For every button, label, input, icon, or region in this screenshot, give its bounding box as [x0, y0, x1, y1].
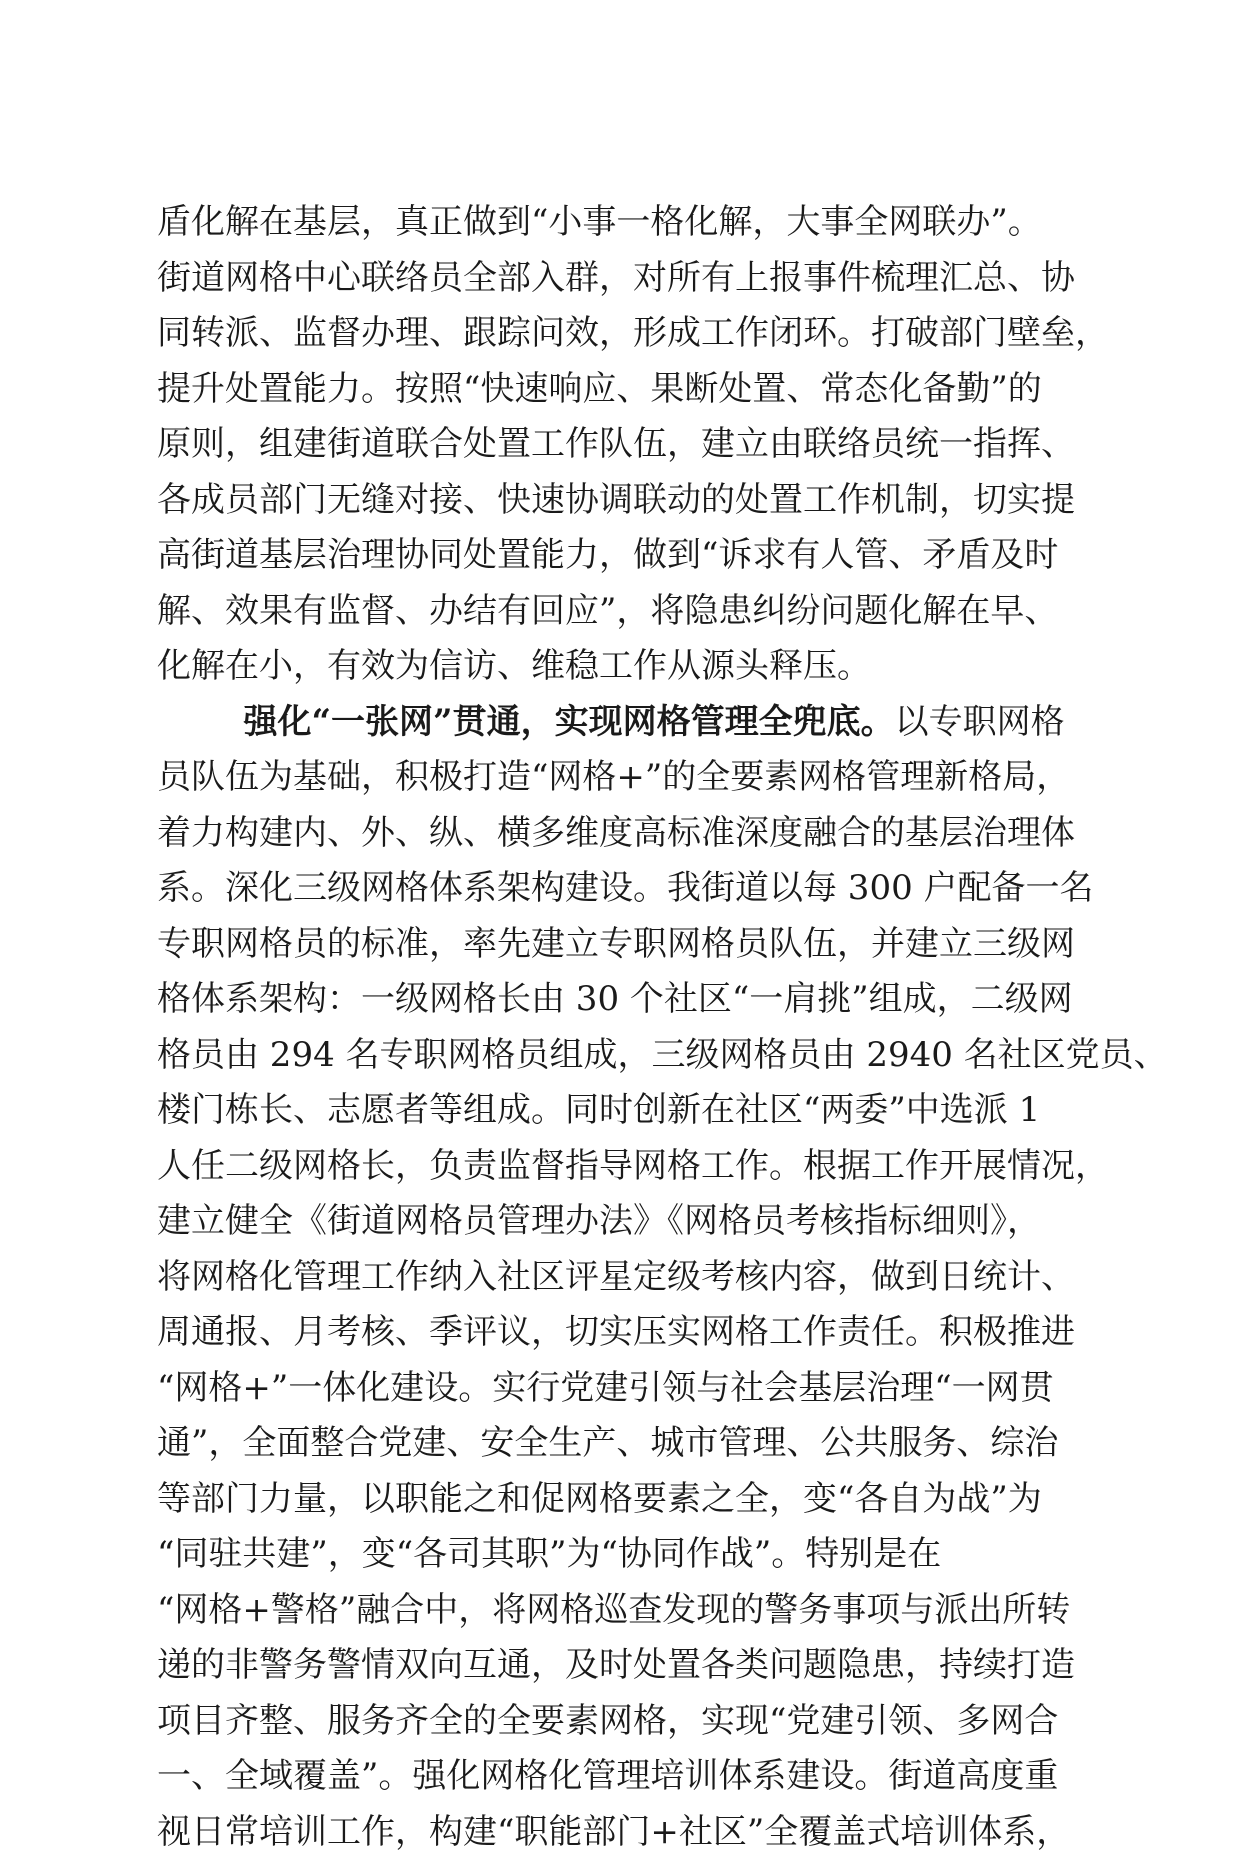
text-line-11: 员队伍为基础，积极打造“网格+”的全要素网格管理新格局，: [157, 750, 1097, 806]
body-text: [157, 195, 1097, 1860]
text-line-8: 解、效果有监督、办结有回应”，将隐患纠纷问题化解在早、: [157, 584, 1097, 640]
text-line-19: 建立健全《街道网格员管理办法》《网格员考核指标细则》，: [157, 1194, 1097, 1250]
text-line-22: “网格+”一体化建设。实行党建引领与社会基层治理“一网贯: [157, 1361, 1097, 1417]
text-line-27: 递的非警务警情双向互通，及时处置各类问题隐患，持续打造: [157, 1638, 1097, 1694]
text-line-21: 周通报、月考核、季评议，切实压实网格工作责任。积极推进: [157, 1305, 1097, 1361]
text-line-29: 一、全域覆盖”。强化网格化管理培训体系建设。街道高度重: [157, 1749, 1097, 1805]
text-line-26: “网格+警格”融合中，将网格巡查发现的警务事项与派出所转: [157, 1583, 1097, 1639]
text-line-20: 将网格化管理工作纳入社区评星定级考核内容，做到日统计、: [157, 1250, 1097, 1306]
text-line-16: 格员由 294 名专职网格员组成，三级网格员由 2940 名社区党员、: [157, 1028, 1097, 1084]
text-line-1: 盾化解在基层，真正做到“小事一格化解，大事全网联办”。: [157, 195, 1097, 251]
text-line-9: 化解在小，有效为信访、维稳工作从源头释压。: [157, 639, 1097, 695]
text-line-6: 各成员部门无缝对接、快速协调联动的处置工作机制，切实提: [157, 473, 1097, 529]
text-line-10-rest: 以专职网格: [895, 702, 1065, 742]
section-lead-heading: 强化“一张网”贯通，实现网格管理全兜底。: [243, 702, 894, 742]
text-line-7: 高街道基层治理协同处置能力，做到“诉求有人管、矛盾及时: [157, 528, 1097, 584]
text-line-15: 格体系架构：一级网格长由 30 个社区“一肩挑”组成，二级网: [157, 972, 1097, 1028]
text-line-14: 专职网格员的标准，率先建立专职网格员队伍，并建立三级网: [157, 917, 1097, 973]
text-line-23: 通”，全面整合党建、安全生产、城市管理、公共服务、综治: [157, 1416, 1097, 1472]
text-line-13: 系。深化三级网格体系架构建设。我街道以每 300 户配备一名: [157, 861, 1097, 917]
text-line-4: 提升处置能力。按照“快速响应、果断处置、常态化备勤”的: [157, 362, 1097, 418]
paragraph-indent: [157, 702, 243, 742]
text-line-5: 原则，组建街道联合处置工作队伍，建立由联络员统一指挥、: [157, 417, 1097, 473]
text-line-12: 着力构建内、外、纵、横多维度高标准深度融合的基层治理体: [157, 806, 1097, 862]
text-line-2: 街道网格中心联络员全部入群，对所有上报事件梳理汇总、协: [157, 251, 1097, 307]
text-line-10: [157, 695, 1097, 751]
text-line-28: 项目齐整、服务齐全的全要素网格，实现“党建引领、多网合: [157, 1694, 1097, 1750]
text-line-18: 人任二级网格长，负责监督指导网格工作。根据工作开展情况，: [157, 1139, 1097, 1195]
text-line-24: 等部门力量，以职能之和促网格要素之全，变“各自为战”为: [157, 1472, 1097, 1528]
text-line-30: 视日常培训工作，构建“职能部门+社区”全覆盖式培训体系，: [157, 1805, 1097, 1860]
text-line-3: 同转派、监督办理、跟踪问效，形成工作闭环。打破部门壁垒，: [157, 306, 1097, 362]
text-line-25: “同驻共建”，变“各司其职”为“协同作战”。特别是在: [157, 1527, 1097, 1583]
text-line-17: 楼门栋长、志愿者等组成。同时创新在社区“两委”中选派 1: [157, 1083, 1097, 1139]
